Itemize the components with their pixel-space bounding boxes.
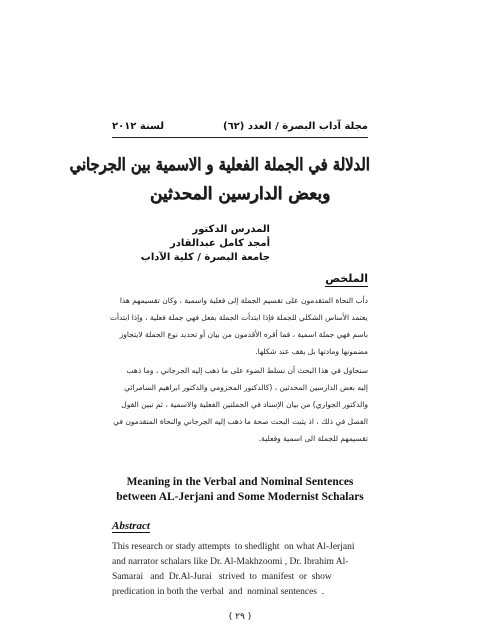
arabic-title-line-2: وبعض الدارسين المحدثين — [149, 184, 331, 204]
arabic-abstract-heading: الملخص — [325, 272, 368, 285]
page-number: ( ٢٩ ) — [228, 612, 252, 622]
arabic-abstract-line: دأب النحاة المتقدمون على تقسيم الجملة إلى فعلية واسمية ، وكان تقسيمهم هذا — [119, 296, 368, 305]
english-title-line-1: Meaning in the Verbal and Nominal Sentences — [126, 476, 354, 488]
arabic-abstract-line: مضمونها ومادتها بل يقف عند شكلها. — [255, 347, 368, 356]
header-divider — [112, 137, 368, 138]
arabic-abstract-line: تقسيمهم للجملة الى اسمية وفعلية. — [258, 434, 368, 443]
english-abstract-line: This research or stady attempts to shedlight on what Al-Jerjani — [112, 542, 355, 552]
english-title-line-2: between AL-Jerjani and Some Modernist Schalars — [116, 491, 364, 503]
arabic-abstract-line: الفصل في ذلك ، اذ يثبت البحث صحة ما ذهب إليه الجرجاني والنحاة المتقدمون في — [113, 417, 368, 426]
english-abstract-heading: Abstract — [112, 520, 150, 532]
journal-year: لسنة ٢٠١٢ — [112, 121, 164, 132]
english-abstract-line: and narrator schalars like Dr. Al-Makhzoomi , Dr. Ibrahim Al- — [112, 557, 349, 567]
author-rank: المدرس الدكتور — [192, 224, 270, 235]
arabic-abstract-line: والدكتور الجواري) من بيان الإسناد في الجملتين الفعلية والاسمية ، ثم نبين القول — [121, 400, 368, 409]
arabic-abstract-line: سنحاول في هذا البحث أن نسلط الضوء على ما ذهب إليه الجرجاني ، وما ذهب — [126, 366, 368, 375]
arabic-title-line-1: الدلالة في الجملة الفعلية و الاسمية بين الجرجاني — [69, 155, 370, 175]
arabic-abstract-line: باسم فهي جملة اسمية ، فما أقره الأقدمون من بيان أو تحديد نوع الجملة لايتجاوز — [119, 330, 368, 339]
author-name: أمجد كامل عبدالقادر — [170, 238, 270, 249]
arabic-abstract-line: إليه بعض الدارسين المحدثين ، (كالدكتور المخزومي والدكتور ابراهيم السامرائي — [124, 383, 368, 392]
journal-name: مجلة آداب البصرة / العدد (٦٢) — [223, 121, 368, 132]
author-affiliation: جامعة البصرة / كلية الآداب — [140, 252, 270, 263]
english-abstract-line: predication in both the verbal and nominal sentences . — [112, 587, 325, 597]
english-abstract-line: Samarai and Dr.Al-Jurai strived to manifest or show — [112, 572, 332, 582]
running-header — [112, 121, 368, 137]
arabic-abstract-line: يعتمد الأساس الشكلي للجملة فإذا ابتدأت الجملة بفعل فهي جملة فعلية ، وإذا ابتدأت — [110, 313, 368, 322]
